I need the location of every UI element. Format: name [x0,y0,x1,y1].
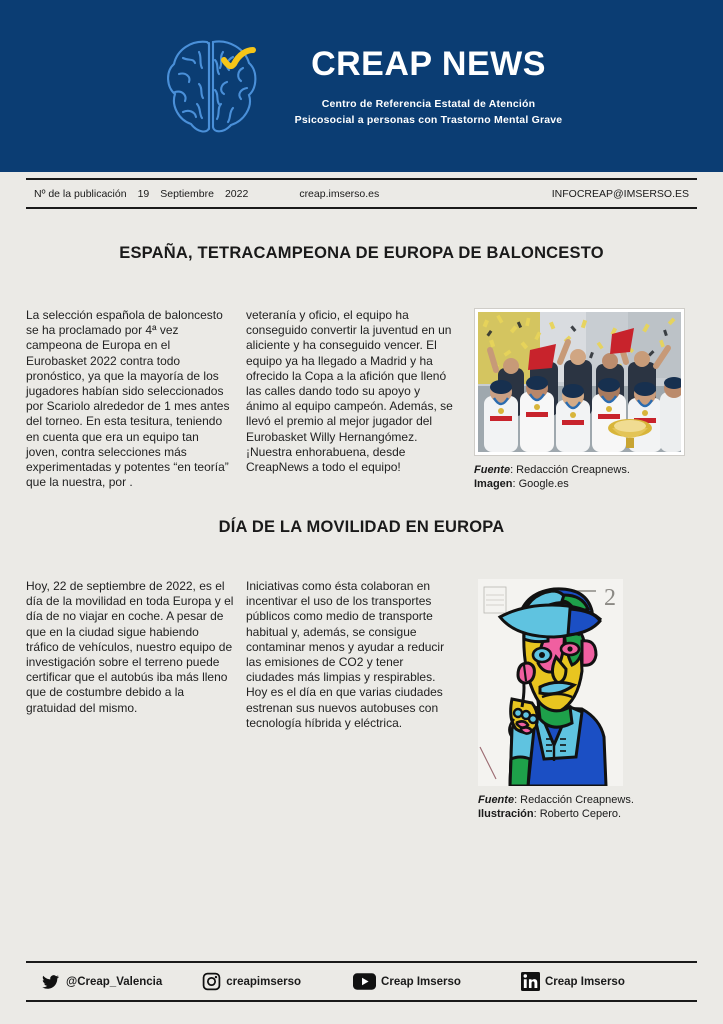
article-1-column-1 [26,308,234,490]
article-2-caption [478,793,634,821]
social-link-youtube[interactable] [353,973,461,990]
article-1-title: ESPAÑA, TETRACAMPEONA DE EUROPA DE BALONCESTO [119,244,604,262]
svg-text:2: 2 [604,585,616,611]
social-link-twitter[interactable] [40,973,162,991]
basketball-photo-frame [474,308,685,456]
caption-value-ilustracion: : Roberto Cepero. [533,808,622,820]
publication-month: Septiembre [160,187,214,200]
caption-value-imagen: : Google.es [512,478,569,490]
youtube-handle: Creap Imserso [381,975,461,988]
article-2-text-2: Iniciativas como ésta colaboran en incentivar el uso de los transportes públicos como medio de transporte habitual y, además, se consigue contaminar menos y ayudar a reducir las emisiones de CO2 y tener ciudades más limpias y respirables. Hoy es el día en que varias ciudades estrenan sus nuevos autobuses con tecnología híbrida y eléctrica. [246,579,445,730]
masthead-subtitle-line1: Centro de Referencia Estatal de Atención [321,98,536,111]
publication-number: 19 [137,187,150,200]
caption-value-fuente: : Redacción Creapnews. [510,464,630,476]
basketball-team-celebration-photo [478,312,681,452]
article-2-media [470,579,697,821]
youtube-icon [353,973,376,990]
cubist-portrait-illustration [478,579,623,786]
twitter-handle: @Creap_Valencia [66,975,163,988]
masthead-subtitle-line2: Psicosocial a personas con Trastorno Mental Grave [294,114,563,126]
linkedin-handle: Creap Imserso [544,975,625,988]
article-1-column-2 [246,308,454,475]
article-basketball [0,244,723,491]
caption-value-fuente-2: : Redacción Creapnews. [514,794,634,806]
linkedin-icon [521,972,540,991]
caption-label-imagen: Imagen [474,478,513,490]
twitter-icon [40,973,61,991]
caption-label-fuente-2: Fuente [478,794,515,806]
publication-label: Nº de la publicación [34,187,127,200]
publication-website[interactable]: creap.imserso.es [299,187,380,200]
publication-year: 2022 [224,187,249,200]
article-1-text-2: veteranía y oficio, el equipo ha conseguido convertir la juventud en un aliciente y ha conseguido vencer. El equipo ya ha llegado a Madrid y ha ofrecido la Copa a la afición que llenó las calles dando todo su apoyo y ánimo al equipo campeón. Además, se llevó el premio al mejor jugador del Eurobasket Willy Hernangómez. ¡Nuestra enhorabuena, desde CreapNews a todo el equipo! [246,308,453,475]
page-title: CREAP NEWS [311,45,546,84]
instagram-handle: creapimserso [226,975,302,988]
article-2-column-1 [26,579,234,716]
article-2-title: DÍA DE LA MOVILIDAD EN EUROPA [218,518,505,536]
caption-label-fuente: Fuente [474,464,511,476]
instagram-icon [202,972,221,991]
brain-check-icon [161,30,269,142]
publication-bar [26,178,697,209]
article-mobility [0,518,723,821]
social-link-instagram[interactable] [202,972,301,991]
caption-label-ilustracion: Ilustración [478,808,534,820]
article-2-text-1: Hoy, 22 de septiembre de 2022, es el día de la movilidad en toda Europa y el día de no viajar en coche. A pesar de que en la ciudad sigue habiendo tráfico de vehículos, nuestro equipo de investigación sobre el terreno puede certificar que el autobús iba más lleno que de costumbre debido a la gratuidad del mismo. [26,579,234,715]
article-1-text-1: La selección española de baloncesto se ha proclamado por 4ª vez campeona de Europa en el Eurobasket 2022 contra todo pronóstico, ya que la mayoría de los jugadores habían sido seleccionados por Scariolo alrededor de 1 mes antes del torneo. En esta tesitura, teniendo en cuenta que era un equipo tan joven, contra selecciones más experimentadas y potentes “en teoría” que la nuestra, por . [26,308,230,490]
masthead-header [0,0,723,172]
article-1-media [466,308,697,491]
social-link-linkedin[interactable] [521,972,625,991]
social-footer [26,961,697,1002]
article-1-caption [474,463,630,491]
publication-email[interactable]: INFOCREAP@IMSERSO.ES [551,187,689,200]
article-2-column-2 [246,579,454,731]
